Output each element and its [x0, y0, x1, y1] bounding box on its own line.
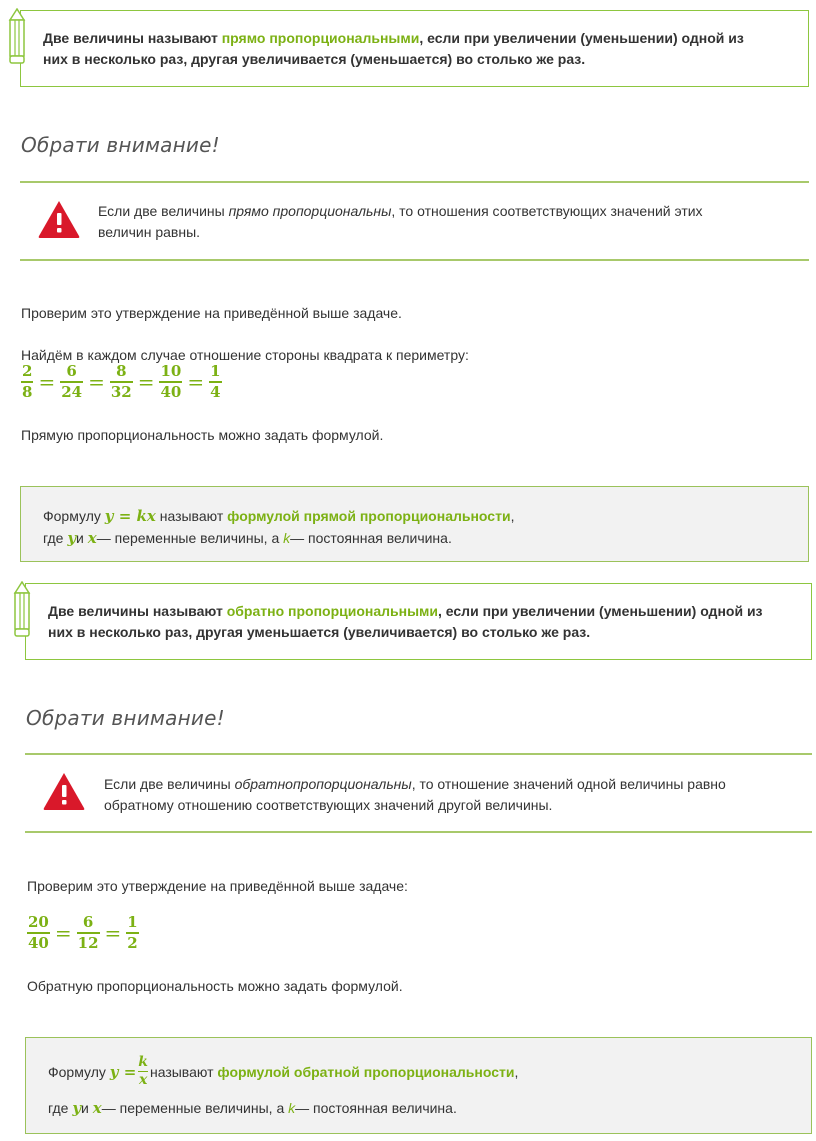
- def-text-line2: них в несколько раз, другая уменьшается (увеличивается) во столько же раз.: [48, 624, 591, 640]
- fraction: [27, 914, 50, 952]
- formula-vars-text: — переменные величины, а: [101, 1100, 289, 1116]
- attention-text-1: [98, 201, 788, 243]
- formula-comma: ,: [510, 508, 515, 524]
- formula-intro-2: Обратную пропорциональность можно задать формулой.: [27, 978, 403, 994]
- definition-text-direct: [43, 28, 803, 70]
- formula-text-mid: называют: [149, 1063, 214, 1080]
- definition-text-inverse: [48, 601, 808, 643]
- def-text-line2: них в несколько раз, другая увеличивается (уменьшается) во столько же раз.: [43, 51, 586, 67]
- attention-text-2: [104, 774, 794, 816]
- def-text-post: , если при увеличении (уменьшении) одной из: [419, 30, 744, 46]
- numerator: 6: [82, 913, 94, 931]
- formula-intro-1: Прямую пропорциональность можно задать формулой.: [21, 427, 384, 443]
- attention-text-pre: Если две величины: [98, 203, 229, 219]
- attention-heading-2: Обрати внимание!: [26, 706, 225, 730]
- var-x: x: [92, 1099, 102, 1117]
- formula-text-pre: Формулу: [43, 508, 105, 524]
- numerator: k: [138, 1054, 148, 1070]
- formula-vars-text: — переменные величины, а: [96, 530, 284, 546]
- denominator: 2: [127, 933, 138, 952]
- check-statement-2: Проверим это утверждение на приведённой выше задаче:: [27, 878, 408, 894]
- numerator: 10: [160, 362, 182, 380]
- attention-text-line2: величин равны.: [98, 224, 201, 240]
- formula-term: формулой прямой пропорциональности: [227, 508, 511, 524]
- definition-box-direct: [20, 10, 809, 87]
- formula-where: где: [43, 530, 68, 546]
- denominator: 40: [28, 933, 49, 952]
- definition-box-inverse: [25, 583, 812, 660]
- numerator: 1: [127, 913, 138, 931]
- formula-box-direct: [20, 486, 809, 562]
- formula-fraction: [138, 1055, 148, 1088]
- var-k: k: [283, 530, 291, 546]
- attention-term: обратнопропорциональны: [234, 776, 412, 792]
- formula-line-2: [43, 529, 452, 547]
- formula-line-1: [43, 507, 514, 525]
- numerator: 2: [22, 362, 33, 380]
- attention-term: прямо пропорциональны: [228, 203, 392, 219]
- warning-icon: [42, 771, 86, 811]
- formula-box-inverse: [25, 1037, 812, 1134]
- divider-top-2: [25, 753, 812, 755]
- var-y: y: [72, 1099, 82, 1117]
- divider-top-1: [20, 181, 809, 183]
- find-ratio-text: Найдём в каждом случае отношение стороны квадрата к периметру:: [21, 347, 469, 363]
- numerator: 20: [28, 913, 49, 931]
- divider-bottom-1: [20, 259, 809, 261]
- formula-expression: y = kx: [104, 507, 156, 525]
- formula-const-text: — постоянная величина.: [290, 530, 452, 546]
- attention-text-line2: обратному отношению соответствующих значений другой величины.: [104, 797, 553, 813]
- numerator: 1: [210, 362, 221, 380]
- numerator: 8: [116, 362, 127, 380]
- fraction: [110, 363, 133, 401]
- denominator: 8: [22, 382, 33, 401]
- formula-line-2: [48, 1099, 457, 1117]
- denominator: 24: [61, 382, 83, 401]
- formula-text-mid: называют: [155, 508, 228, 524]
- def-term: прямо пропорциональными: [221, 30, 420, 46]
- pencil-icon: [6, 8, 28, 66]
- fraction: [60, 363, 83, 401]
- ratio-equation-2: $\frac{20}{40}$ = $\frac{6}{12}$ = $\frac{1}{2}$: [28, 913, 138, 952]
- formula-where: где: [48, 1100, 73, 1116]
- formula-comma: ,: [514, 1063, 519, 1080]
- fraction: [77, 914, 100, 952]
- formula-text-pre: Формулу: [48, 1063, 106, 1080]
- var-x: x: [87, 529, 97, 547]
- denominator: 12: [77, 933, 99, 952]
- formula-and: и: [81, 1100, 93, 1116]
- def-term: обратно пропорциональными: [226, 603, 439, 619]
- denominator: 4: [210, 382, 221, 401]
- denominator: 32: [110, 382, 132, 401]
- attention-text-post: , то отношения соответствующих значений этих: [391, 203, 703, 219]
- def-text-pre: Две величины называют: [48, 603, 227, 619]
- fraction: [159, 363, 182, 401]
- def-text-post: , если при увеличении (уменьшении) одной из: [438, 603, 763, 619]
- def-text-pre: Две величины называют: [43, 30, 222, 46]
- warning-icon: [37, 199, 81, 239]
- attention-heading-1: Обрати внимание!: [21, 133, 220, 157]
- attention-text-pre: Если две величины: [104, 776, 235, 792]
- fraction: [126, 914, 138, 952]
- formula-const-text: — постоянная величина.: [295, 1100, 457, 1116]
- formula-line-1: [48, 1055, 518, 1088]
- numerator: 6: [66, 362, 77, 380]
- formula-term: формулой обратной пропорциональности: [217, 1063, 515, 1080]
- ratio-equation-1: $\frac{2}{8}$ = $\frac{6}{24}$ = $\frac{8}{32}$ = $\frac{10}{40}$ = $\frac{1}{4}$: [22, 362, 221, 401]
- denominator: x: [138, 1072, 148, 1089]
- denominator: 40: [160, 382, 182, 401]
- formula-lhs: y =: [109, 1062, 137, 1081]
- var-k: k: [288, 1100, 296, 1116]
- var-y: y: [67, 529, 77, 547]
- divider-bottom-2: [25, 831, 812, 833]
- check-statement-1: Проверим это утверждение на приведённой выше задаче.: [21, 305, 402, 321]
- attention-text-post: , то отношение значений одной величины равно: [411, 776, 726, 792]
- fraction: [21, 363, 33, 401]
- pencil-icon: [11, 581, 33, 639]
- formula-and: и: [76, 530, 88, 546]
- fraction: [209, 363, 221, 401]
